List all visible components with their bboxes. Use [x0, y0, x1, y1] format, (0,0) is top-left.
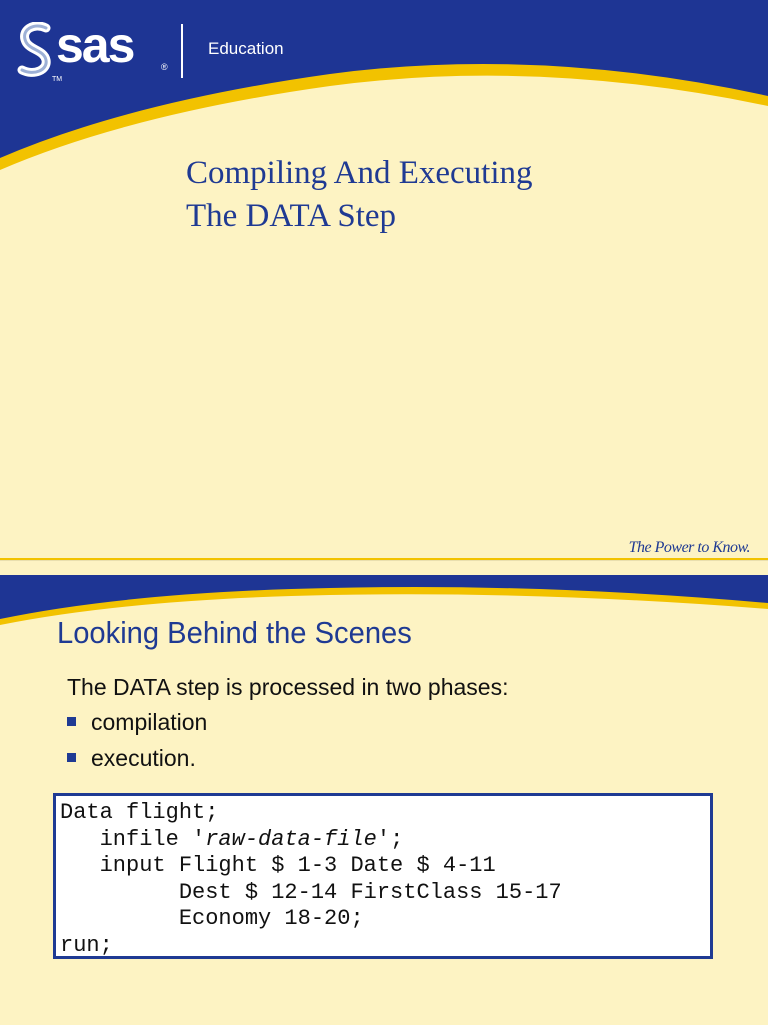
square-bullet-icon: [67, 717, 76, 726]
intro-text: The DATA step is processed in two phases:: [67, 674, 509, 700]
header-divider: [181, 24, 183, 78]
sas-logo: [16, 17, 168, 83]
slide-heading: Looking Behind the Scenes: [57, 615, 412, 650]
code-line-2-suffix: ';: [376, 826, 404, 852]
slide-title-line-1: Compiling And Executing: [186, 155, 533, 191]
square-bullet-icon: [67, 753, 76, 762]
code-line-2-prefix: infile ': [60, 826, 206, 852]
logo-registered-mark: ®: [161, 62, 168, 72]
list-item: [67, 745, 207, 781]
list-item: [67, 709, 207, 745]
code-text: [56, 796, 710, 959]
phase-list: [67, 709, 207, 781]
list-item-label: compilation: [91, 709, 208, 735]
logo-wordmark: sas: [56, 17, 134, 73]
code-line-4: Dest $ 12-14 FirstClass 15-17: [60, 879, 562, 905]
list-item-label: execution.: [91, 745, 196, 771]
code-block: [53, 793, 713, 959]
sas-swirl-icon: [16, 22, 56, 78]
code-line-6: run;: [60, 932, 113, 958]
code-line-3: input Flight $ 1-3 Date $ 4-11: [60, 853, 496, 878]
section-label: Education: [208, 39, 284, 58]
slide-title-line-2: The DATA Step: [186, 198, 397, 234]
content-slide: [0, 560, 768, 1025]
code-line-5: Economy 18-20;: [60, 906, 364, 931]
tagline: The Power to Know.: [628, 539, 750, 556]
logo-trademark: TM: [52, 76, 63, 83]
slide-title: [186, 152, 532, 238]
code-line-2-placeholder: raw-data-file: [205, 826, 377, 852]
code-line-1: Data flight;: [60, 800, 219, 825]
